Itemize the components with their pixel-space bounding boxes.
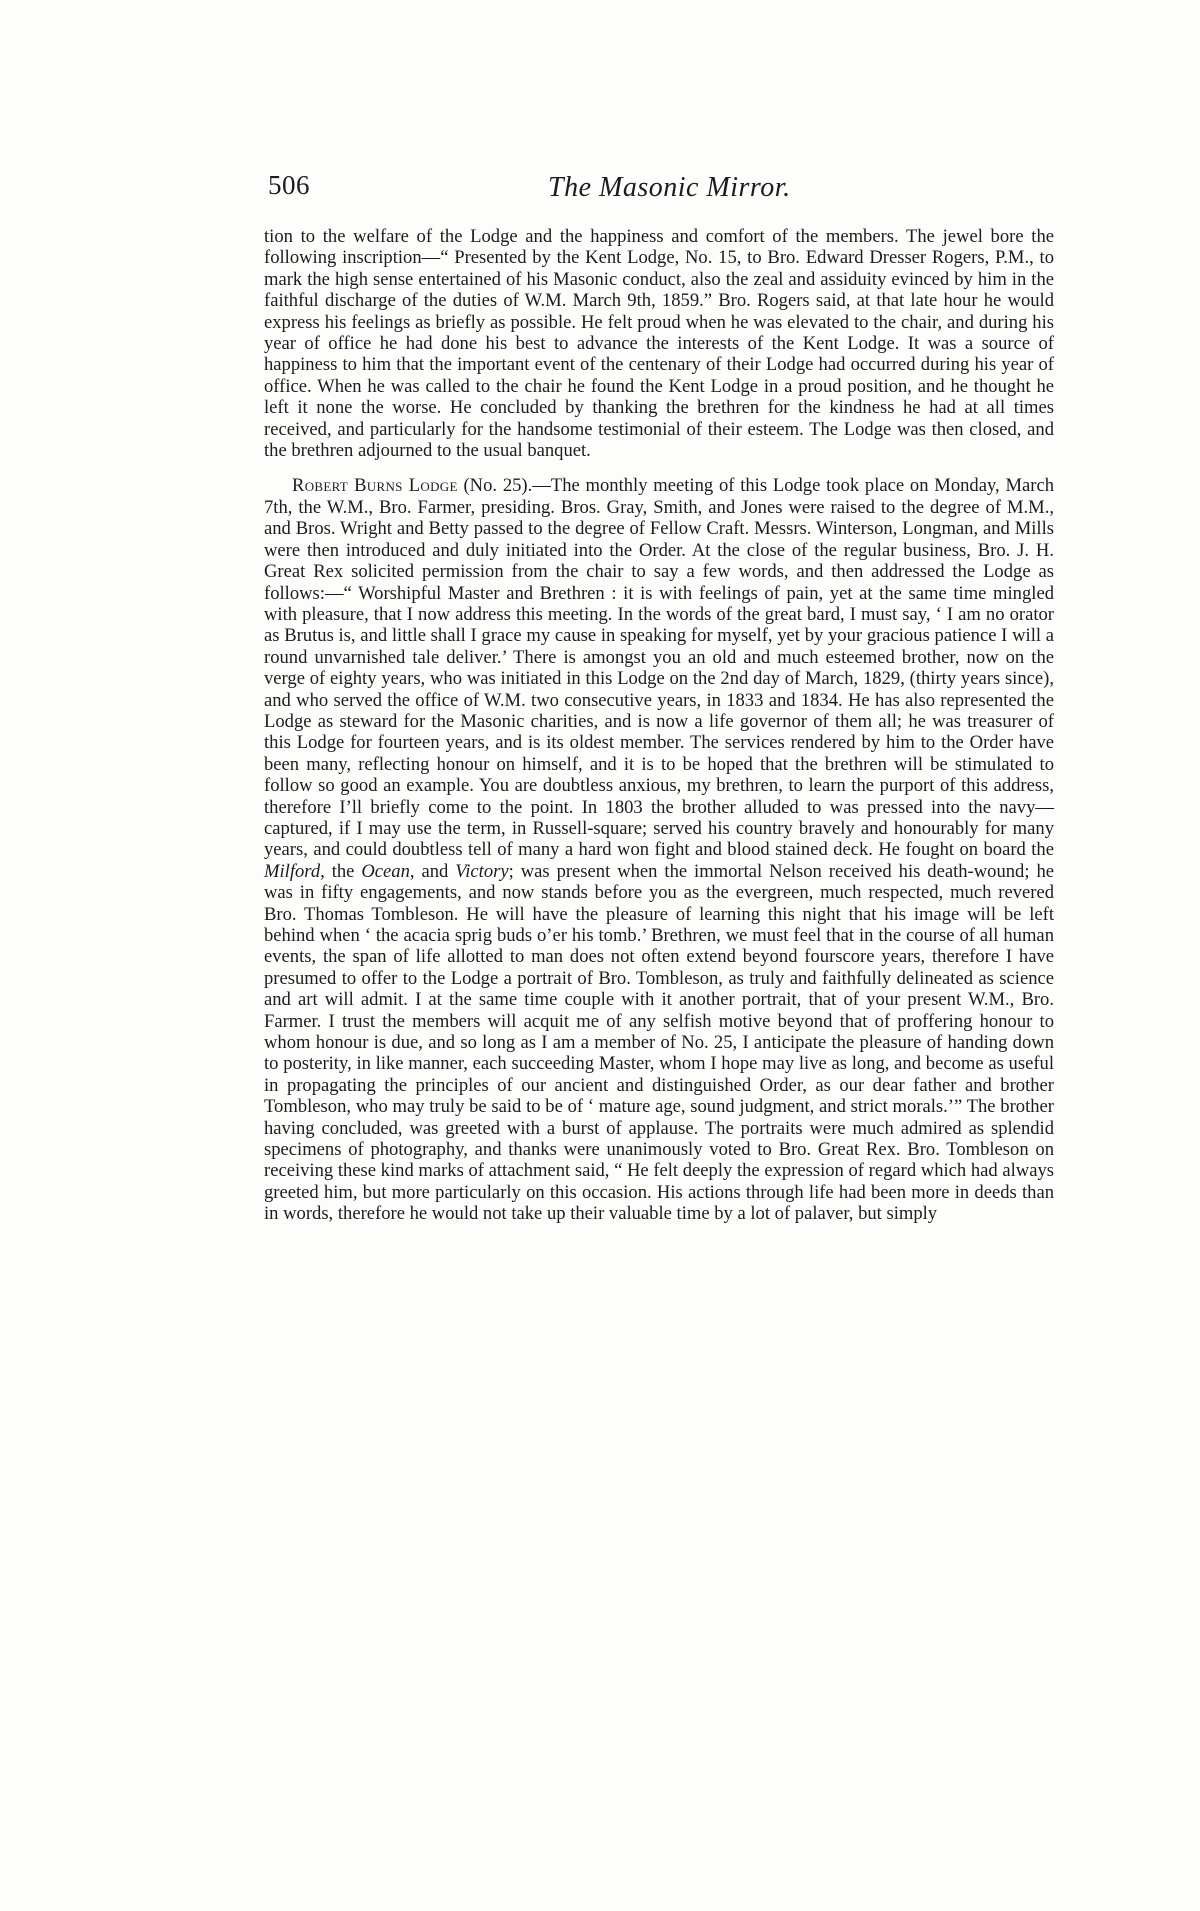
article-body [264, 226, 1054, 1225]
running-title: The Masonic Mirror. [548, 172, 791, 203]
lodge-heading: Robert Burns Lodge [292, 475, 458, 497]
paragraph-text: , the [320, 860, 362, 882]
paragraph-text: (No. 25).—The monthly meeting of this Lodge took place on Monday, March 7th, the W.M., Bro. Farmer, presiding. Bros. Gray, Smith, and Jones were raised to the degree of M.M., and Bros. Wright and Betty passed to the degree of Fellow Craft. Messrs. Winterson, Longman, and Mills were then introduced and duly initiated into the Order. At the close of the regular business, Bro. J. H. Great Rex solicited permission from the chair to say a few words, and then addressed the Lodge as follows:—“ Worshipful Master and Brethren : it is with feelings of pain, yet at the same time mingled with pleasure, that I now address this meeting. In the words of the great bard, I must say, ‘ I am no orator as Brutus is, and little shall I grace my cause in speaking for myself, yet by your gracious patience I will a round unvarnished tale deliver.’ There is amongst you an old and much esteemed brother, now on the verge of eighty years, who was initiated in this Lodge on the 2nd day of March, 1829, (thirty years since), and who served the office of W.M. two consecutive years, in 1833 and 1834. He has also represented the Lodge as steward for the Masonic charities, and is now a life governor of them all; he was treasurer of this Lodge for fourteen years, and is its oldest member. The services rendered by him to the Order have been many, reflecting honour on himself, and it is to be hoped that the brethren will be stimulated to follow so good an example. You are doubtless anxious, my brethren, to learn the purport of this address, therefore I’ll briefly come to the point. In 1803 the brother alluded to was pressed into the navy—captured, if I may use the term, in Russell-square; served his country bravely and honourably for many years, and could doubtless tell of many a hard won fight and blood stained deck. He fought on board the [264, 475, 1054, 861]
ship-name: Victory [455, 860, 509, 882]
paragraph-kent-lodge: tion to the welfare of the Lodge and the happiness and comfort of the members. The jewel bore the following inscription—“ Presented by the Kent Lodge, No. 15, to Bro. Edward Dresser Rogers, P.M., to mark the high sense entertained of his Masonic conduct, also the zeal and assiduity evinced by him in the faithful discharge of the duties of W.M. March 9th, 1859.” Bro. Rogers said, at that late hour he would express his feelings as briefly as possible. He felt proud when he was elevated to the chair, and during his year of office he had done his best to advance the interests of the Kent Lodge. It was a source of happiness to him that the important event of the centenary of their Lodge had occurred during his year of office. When he was called to the chair he found the Kent Lodge in a proud position, and he thought he left it none the worse. He concluded by thanking the brethren for the kindness he had at all times received, and particularly for the handsome testimonial of their esteem. The Lodge was then closed, and the brethren adjourned to the usual banquet. [264, 226, 1054, 462]
ship-name: Ocean [361, 860, 410, 882]
page-number: 506 [268, 170, 310, 200]
paragraph-text: ; was present when the immortal Nelson received his death-wound; he was in fifty engagements, and now stands before you as the evergreen, much respected, much revered Bro. Thomas Tombleson. He will have the pleasure of learning this night that his image will be left behind when ‘ the acacia sprig buds o’er his tomb.’ Brethren, we must feel that in the course of all human events, the span of life allotted to man does not often extend beyond fourscore years, therefore I have presumed to offer to the Lodge a portrait of Bro. Tombleson, as truly and faithfully delineated as science and art will admit. I at the same time couple with it another portrait, that of your present W.M., Bro. Farmer. I trust the members will acquit me of any selfish motive beyond that of proffering honour to whom honour is due, and so long as I am a member of No. 25, I anticipate the pleasure of handing down to posterity, in like manner, each succeeding Master, whom I hope may live as long, and become as useful in propagating the principles of our ancient and distinguished Order, as our dear father and brother Tombleson, who may truly be said to be of ‘ mature age, sound judgment, and strict morals.’” The brother having concluded, was greeted with a burst of applause. The portraits were much admired as splendid specimens of photography, and thanks were unanimously voted to Bro. Great Rex. Bro. Tombleson on receiving these kind marks of attachment said, “ He felt deeply the expression of regard which had always greeted him, but more particularly on this occasion. His actions through life had been more in deeds than in words, therefore he would not take up their valuable time by a lot of palaver, but simply [264, 860, 1054, 1225]
paragraph-text: , and [409, 860, 456, 882]
ship-name: Milford [264, 860, 321, 882]
page-header [268, 170, 1052, 210]
paragraph-robert-burns-lodge [264, 475, 1054, 1224]
